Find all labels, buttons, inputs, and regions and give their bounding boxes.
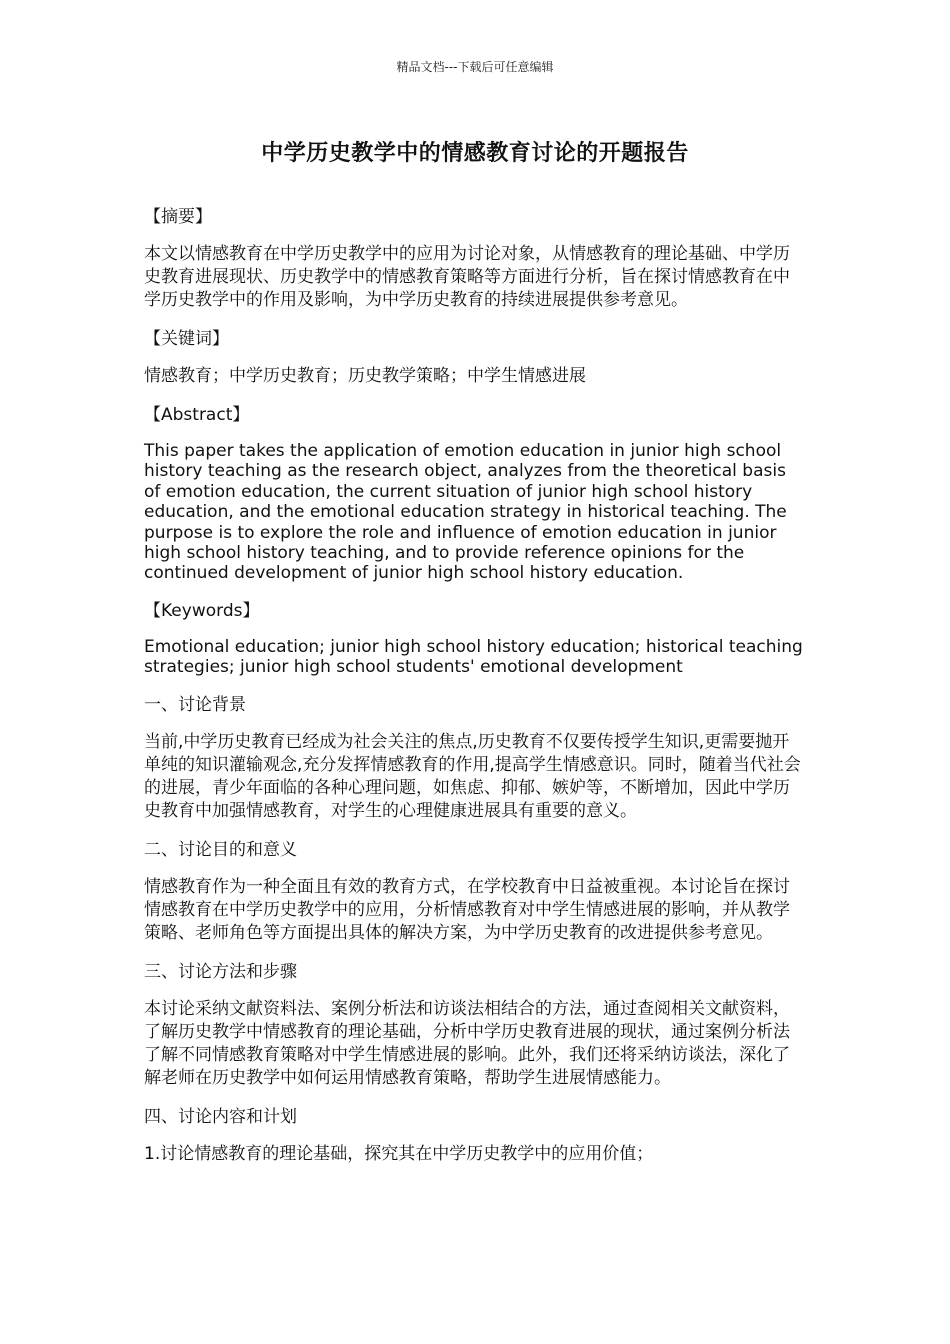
keywords-en-text: Emotional education; junior high school history education; historical teaching strategies; junior high school students' emotional development (144, 636, 803, 678)
background-heading: 一、讨论背景 (144, 694, 246, 715)
abstract-text: 本文以情感教育在中学历史教学中的应用为讨论对象，从情感教育的理论基础、中学历史教育进展现状、历史教学中的情感教育策略等方面进行分析，旨在探讨情感教育在中学历史教学中的作用及影响，为中学历史教育的持续进展提供参考意见。 (144, 244, 790, 310)
method-text: 本讨论采纳文献资料法、案例分析法和访谈法相结合的方法，通过查阅相关文献资料，了解历史教学中情感教育的理论基础，分析中学历史教育进展的现状，通过案例分析法了解不同情感教育策略对中学生情感进展的影响。此外，我们还将采纳访谈法，深化了解老师在历史教学中如何运用情感教育策略，帮助学生进展情感能力。 (144, 998, 790, 1088)
abstract-en-label: 【Abstract】 (144, 405, 250, 425)
purpose-heading: 二、讨论目的和意义 (144, 839, 297, 860)
abstract-en-text: This paper takes the application of emotion education in junior high school history teaching as the research object, analyzes from the theoretical basis of emotion education, the current situation of junior high school history education, and the emotional education strategy in historical teaching. The purpose is to explore the role and influence of emotion education in junior high school history teaching, and to provide reference opinions for the continued development of junior high school history education. (144, 441, 787, 584)
plan-item-1: 1.讨论情感教育的理论基础，探究其在中学历史教学中的应用价值； (144, 1143, 654, 1164)
plan-heading: 四、讨论内容和计划 (144, 1106, 297, 1127)
keywords-label: 【关键词】 (144, 329, 229, 349)
document-body (144, 206, 806, 1182)
document-title: 中学历史教学中的情感教育讨论的开题报告 (261, 141, 689, 166)
header-note: 精品文档---下载后可任意编辑 (396, 60, 554, 74)
keywords-en-label: 【Keywords】 (144, 600, 260, 621)
background-text: 当前,中学历史教育已经成为社会关注的焦点,历史教育不仅要传授学生知识,更需要抛开单纯的知识灌输观念,充分发挥情感教育的作用,提高学生情感意识。同时，随着当代社会的进展，青少年面临的各种心理问题，如焦虑、抑郁、嫉妒等，不断增加，因此中学历史教育中加强情感教育，对学生的心理健康进展具有重要的意义。 (144, 731, 801, 821)
abstract-label: 【摘要】 (144, 207, 212, 227)
keywords-text: 情感教育；中学历史教育；历史教学策略；中学生情感进展 (144, 366, 586, 386)
purpose-text: 情感教育作为一种全面且有效的教育方式，在学校教育中日益被重视。本讨论旨在探讨情感教育在中学历史教学中的应用，分析情感教育对中学生情感进展的影响，并从教学策略、老师角色等方面提出具体的解决方案，为中学历史教育的改进提供参考意见。 (144, 876, 790, 943)
method-heading: 三、讨论方法和步骤 (144, 961, 297, 982)
